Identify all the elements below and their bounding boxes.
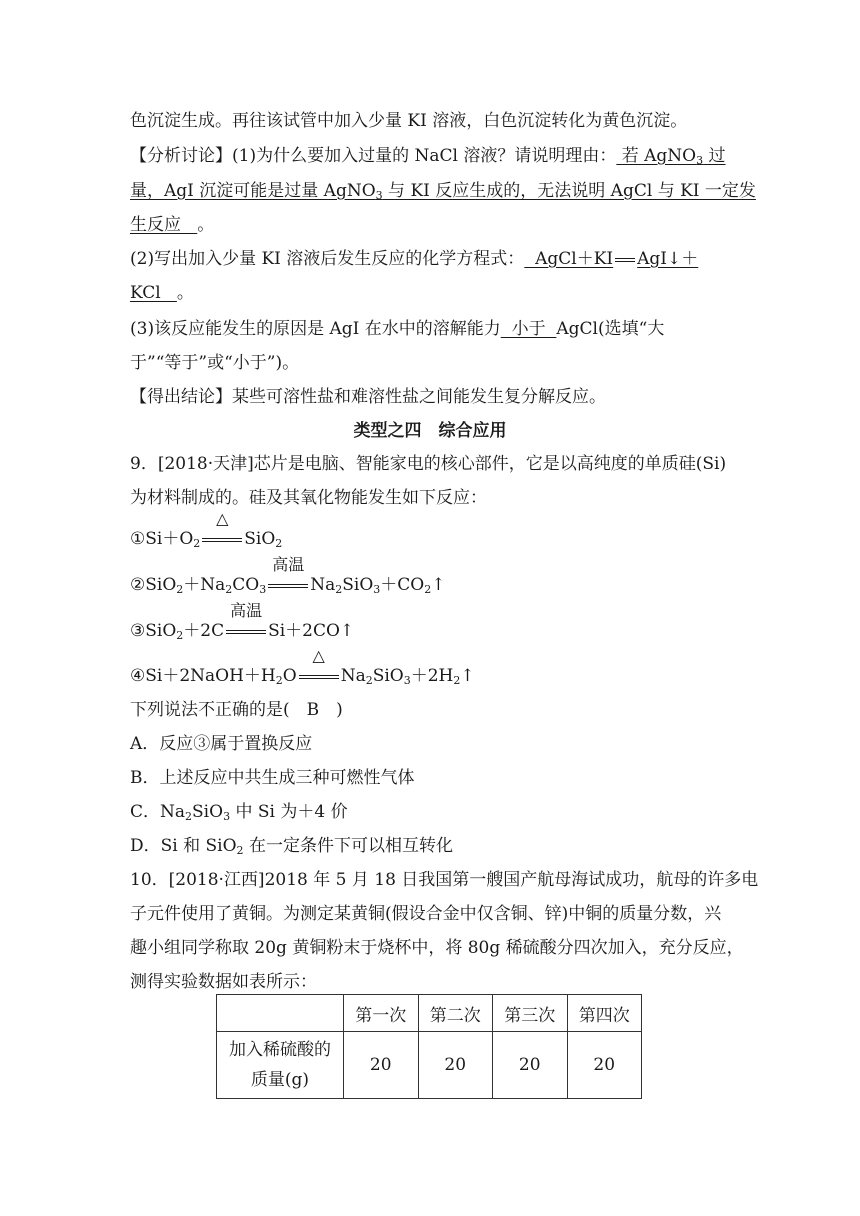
table-cell: 20 bbox=[418, 1032, 493, 1099]
question-10-line-4: 测得实验数据如表所示： bbox=[130, 972, 317, 992]
question-2-line-2: KCl 。 bbox=[130, 283, 194, 303]
section-title: 类型之四 综合应用 bbox=[353, 421, 507, 441]
option-c: C．$Na_2SiO_3$ 中 Si 为＋4 价 bbox=[130, 802, 348, 823]
question-3-line-1: (3)该反应能发生的原因是 AgI 在水中的溶解能力 小于 AgCl(选填“大 bbox=[130, 319, 665, 339]
table-row bbox=[217, 1032, 642, 1099]
conclusion-line: 【得出结论】某些可溶性盐和难溶性盐之间能发生复分解反应。 bbox=[130, 387, 606, 407]
question-2-line-1: (2)写出加入少量 KI 溶液后发生反应的化学方程式： AgCl＋KI AgI↓＋ bbox=[130, 249, 699, 269]
experiment-data-table bbox=[216, 994, 642, 1099]
table-header-cell: 第一次 bbox=[344, 995, 419, 1032]
table-header-cell: 第二次 bbox=[418, 995, 493, 1032]
intro-line: 色沉淀生成。再往该试管中加入少量 KI 溶液，白色沉淀转化为黄色沉淀。 bbox=[130, 111, 688, 131]
question-10-line-3: 趣小组同学称取 20g 黄铜粉末于烧杯中，将 80g 稀硫酸分四次加入，充分反应， bbox=[130, 938, 744, 958]
table-cell: 20 bbox=[567, 1032, 642, 1099]
table-header-row bbox=[217, 995, 642, 1032]
option-b: B．上述反应中共生成三种可燃性气体 bbox=[130, 768, 415, 788]
analysis-line-2: 量，AgI 沉淀可能是过量 AgNO$_3$ 与 KI 反应生成的，无法说明 AgCl 与 KI 一定发 bbox=[130, 181, 756, 202]
table-cell: 20 bbox=[493, 1032, 568, 1099]
question-10-line-1: 10．[2018·江西]2018 年 5 月 18 日我国第一艘国产航母海试成功，航母的许多电 bbox=[130, 870, 759, 890]
table-header-cell: 第三次 bbox=[493, 995, 568, 1032]
question-10-line-2: 子元件使用了黄铜。为测定某黄铜(假设合金中仅含铜、锌)中铜的质量分数，兴 bbox=[130, 904, 722, 924]
equals-sign bbox=[613, 248, 637, 270]
option-a: A．反应③属于置换反应 bbox=[130, 734, 313, 754]
question-9-line-2: 为材料制成的。硅及其氧化物能发生如下反应： bbox=[130, 488, 487, 508]
table-row-label: 加入稀硫酸的 质量(g) bbox=[217, 1032, 344, 1099]
table-cell: 20 bbox=[344, 1032, 419, 1099]
option-d: D．Si 和 SiO$_2$ 在一定条件下可以相互转化 bbox=[130, 836, 453, 857]
reaction-4: $④Si+2NaOH+H_2O$ △ $Na_2SiO_3+2H_2↑$ bbox=[130, 646, 475, 687]
question-3-line-2: 于”“等于”或“小于”)。 bbox=[130, 353, 300, 373]
reaction-2: $②SiO_2+Na_2CO_3$ 高温 $Na_2SiO_3+CO_2↑$ bbox=[130, 555, 446, 596]
question-9-line-1: 9．[2018·天津]芯片是电脑、智能家电的核心部件，它是以高纯度的单质硅(Si) bbox=[130, 454, 727, 474]
reaction-3: ③SiO$_2$＋2C 高温 Si＋2CO↑ bbox=[130, 601, 355, 642]
analysis-line-3: 生反应 。 bbox=[130, 215, 215, 235]
question-9-stem: 下列说法不正确的是( B ) bbox=[130, 700, 343, 720]
table-header-cell: 第四次 bbox=[567, 995, 642, 1032]
analysis-line-1: 【分析讨论】(1)为什么要加入过量的 NaCl 溶液？请说明理由： 若 AgNO$_3$ 过 bbox=[130, 146, 726, 167]
table-header-cell bbox=[217, 995, 344, 1032]
reaction-1: $①Si+O_2$ △ SiO$_2$ bbox=[130, 509, 283, 550]
